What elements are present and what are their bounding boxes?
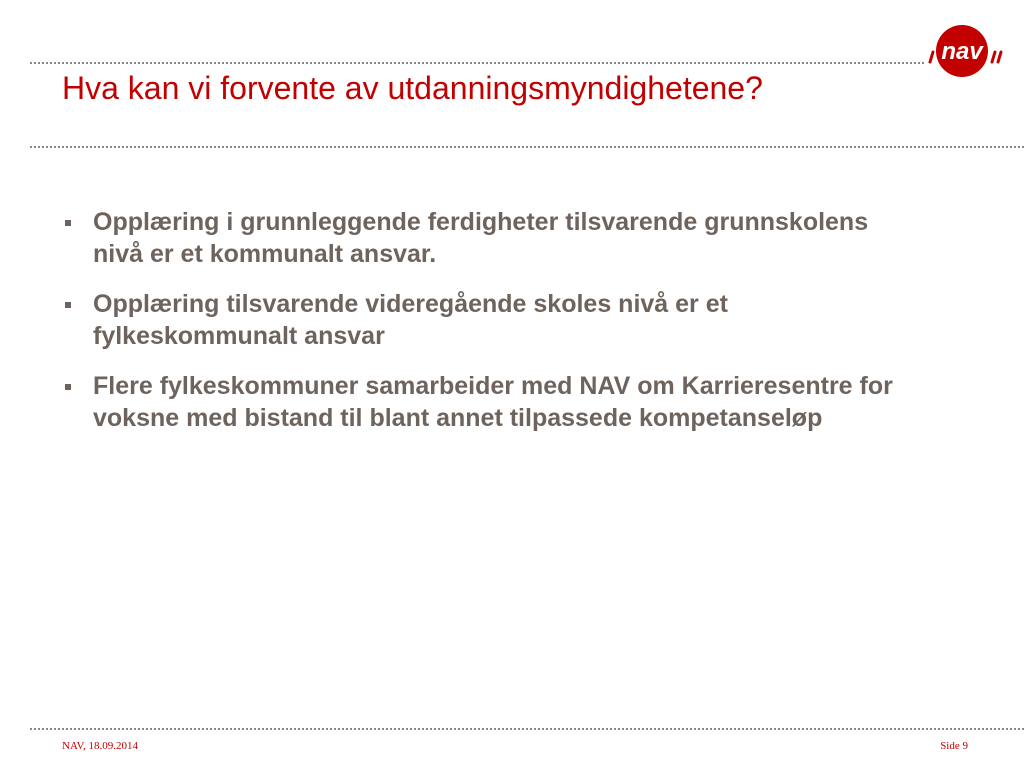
- footer-source-date: NAV, 18.09.2014: [62, 740, 138, 752]
- footer-dotted-rule: [30, 728, 1024, 730]
- nav-logo-text: nav: [941, 38, 983, 65]
- bullet-text: Opplæring i grunnleggende ferdigheter tilsvarende grunnskolens nivå er et kommunalt ansvar.: [93, 208, 869, 268]
- footer-page-number: Side 9: [940, 740, 968, 752]
- bullet-item: [64, 288, 924, 352]
- bullet-item: [64, 206, 924, 270]
- nav-logo: [922, 24, 1008, 78]
- square-bullet-icon: [65, 220, 71, 226]
- bullet-item: [64, 370, 924, 434]
- top-dotted-rule: [30, 62, 924, 64]
- square-bullet-icon: [65, 302, 71, 308]
- title-dotted-rule: [30, 146, 1024, 148]
- bullet-list: [64, 206, 924, 452]
- bullet-text: Opplæring tilsvarende videregående skoles nivå er et fylkeskommunalt ansvar: [93, 290, 728, 350]
- slide-title: Hva kan vi forvente av utdanningsmyndighetene?: [62, 70, 763, 106]
- bullet-text: Flere fylkeskommuner samarbeider med NAV om Karrieresentre for voksne med bistand til blant annet tilpassede kompetanseløp: [93, 372, 893, 432]
- square-bullet-icon: [65, 384, 71, 390]
